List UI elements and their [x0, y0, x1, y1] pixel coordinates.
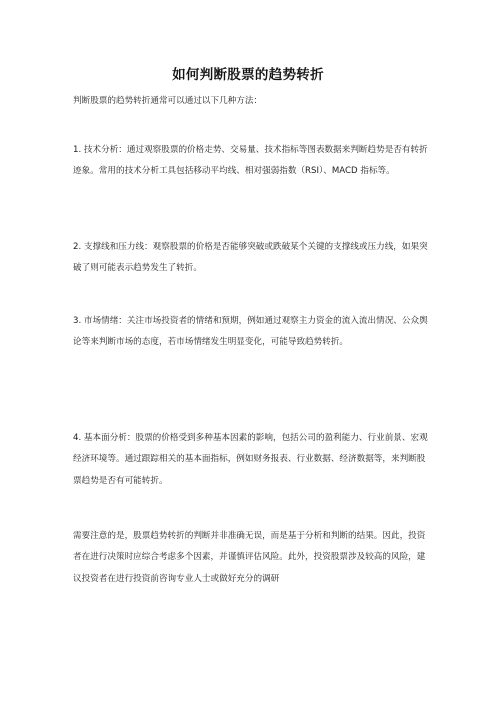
paragraph-technical-analysis: 1. 技术分析：通过观察股票的价格走势、交易量、技术指标等图表数据来判断趋势是否有转折迹象。常用的技术分析工具包括移动平均线、相对强弱指数（RSI）、MACD 指标等。 — [73, 145, 428, 177]
intro-text: 判断股票的趋势转折通常可以通过以下几种方法： — [73, 96, 263, 106]
document-title: 如何判断股票的趋势转折 — [172, 67, 324, 83]
paragraph-caution-note: 需要注意的是，股票趋势转折的判断并非准确无误，而是基于分析和判断的结果。因此，投资者在进行决策时应综合考虑多个因素，并谨慎评估风险。此外，投资股票涉及较高的风险，建议投资者在进行投资前咨询专业人士或做好充分的调研 — [73, 531, 426, 584]
paragraph-fundamental-analysis: 4. 基本面分析：股票的价格受到多种基本因素的影响，包括公司的盈利能力、行业前景、宏观经济环境等。通过跟踪相关的基本面指标，例如财务报表、行业数据、经济数据等，来判断股票趋势是否有可能转折。 — [73, 433, 428, 486]
paragraph-support-resistance: 2. 支撑线和压力线：观察股票的价格是否能够突破或跌破某个关键的支撑线或压力线，如果突破了则可能表示趋势发生了转折。 — [73, 242, 428, 274]
paragraph-market-sentiment: 3. 市场情绪：关注市场投资者的情绪和预期，例如通过观察主力资金的流入流出情况、公众舆论等来判断市场的态度，若市场情绪发生明显变化，可能导致趋势转折。 — [73, 316, 428, 348]
